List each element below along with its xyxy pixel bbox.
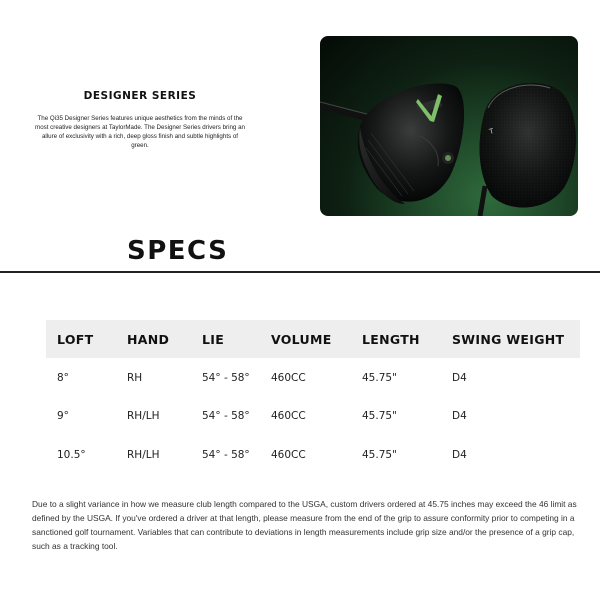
cell-length: 45.75": [362, 449, 397, 461]
cell-volume: 460CC: [271, 410, 306, 422]
header-swing-weight: SWING WEIGHT: [452, 332, 565, 347]
cell-loft: 10.5°: [57, 449, 86, 461]
cell-hand: RH/LH: [127, 449, 160, 461]
specs-heading: SPECS: [127, 236, 229, 266]
cell-loft: 8°: [57, 372, 69, 384]
header-loft: LOFT: [57, 332, 94, 347]
svg-text:T: T: [488, 127, 495, 136]
cell-hand: RH: [127, 372, 143, 384]
cell-volume: 460CC: [271, 372, 306, 384]
cell-swing-weight: D4: [452, 449, 467, 461]
cell-lie: 54° - 58°: [202, 410, 250, 422]
cell-length: 45.75": [362, 410, 397, 422]
driver-heads-illustration: [320, 36, 578, 216]
designer-series-block: [34, 90, 246, 150]
cell-swing-weight: D4: [452, 410, 467, 422]
cell-volume: 460CC: [271, 449, 306, 461]
cell-lie: 54° - 58°: [202, 372, 250, 384]
header-length: LENGTH: [362, 332, 420, 347]
cell-length: 45.75": [362, 372, 397, 384]
designer-series-title: DESIGNER SERIES: [83, 90, 197, 102]
driver-hero-image: [320, 36, 578, 216]
cell-loft: 9°: [57, 410, 69, 422]
header-lie: LIE: [202, 332, 225, 347]
cell-hand: RH/LH: [127, 410, 160, 422]
cell-lie: 54° - 58°: [202, 449, 250, 461]
header-volume: VOLUME: [271, 332, 332, 347]
designer-series-description: The Qi35 Designer Series features unique aesthetics from the minds of the most creative designers at TaylorMade. The Designer Series drivers bring an allure of exclusivity with a rich, deep gloss finish and subtle highlights of green.: [35, 115, 245, 149]
length-disclaimer: Due to a slight variance in how we measure club length compared to the USGA, custom drivers ordered at 45.75 inches may exceed the 46 limit as defined by the USGA. If you've ordered a driver at that length, please measure from the end of the grip to assure conformity prior to competing in a sanctioned golf tournament. Variables that can contribute to deviations in length measurements include grip size and/or the presence of a grip cap, such as a tracking tool.: [32, 499, 577, 551]
specs-divider: [0, 271, 600, 273]
header-hand: HAND: [127, 332, 170, 347]
cell-swing-weight: D4: [452, 372, 467, 384]
